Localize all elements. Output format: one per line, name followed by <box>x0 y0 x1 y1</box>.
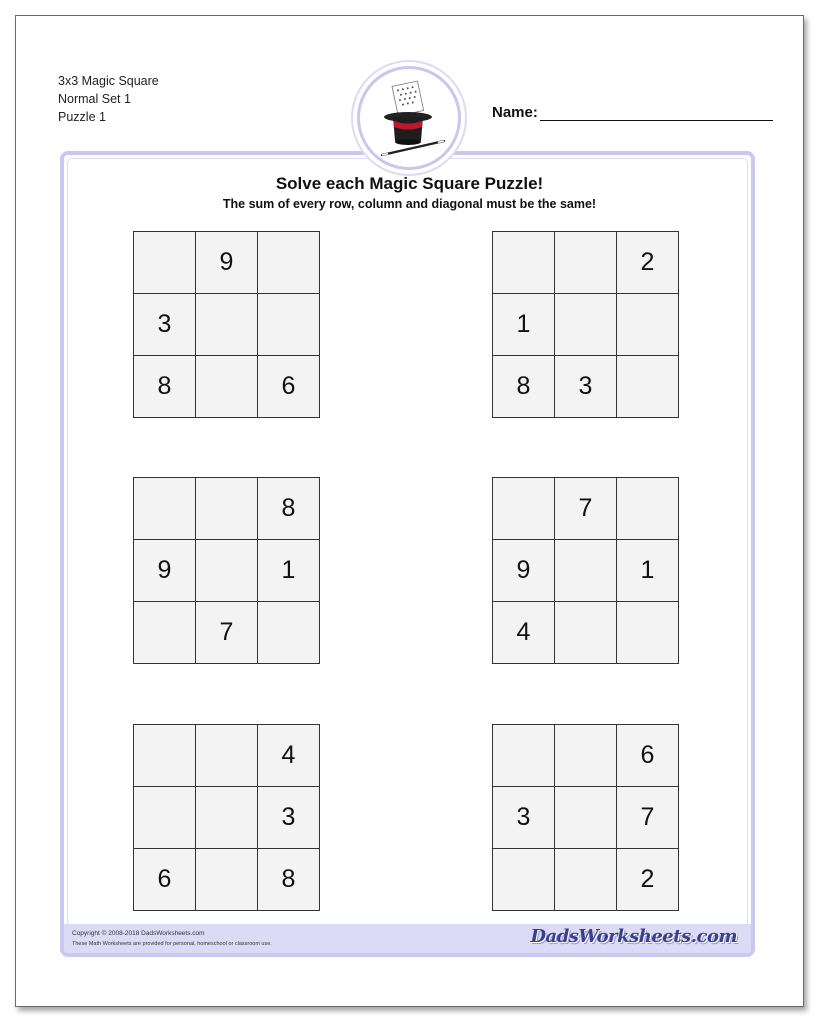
magic-square-cell[interactable] <box>493 725 555 787</box>
magic-square-cell[interactable] <box>493 232 555 294</box>
magic-square-cell[interactable] <box>196 540 258 602</box>
magic-square-puzzle-5 <box>133 724 320 911</box>
magic-square-cell[interactable] <box>555 787 617 849</box>
magic-square-cell[interactable]: 1 <box>617 540 679 602</box>
magic-square-puzzle-2 <box>492 231 679 418</box>
magic-square-cell[interactable]: 6 <box>617 725 679 787</box>
magic-hat-icon <box>357 66 461 170</box>
magic-square-cell[interactable] <box>196 294 258 356</box>
magic-square-cell[interactable]: 3 <box>258 787 320 849</box>
magic-square-cell[interactable]: 6 <box>134 849 196 911</box>
magic-square-cell[interactable]: 7 <box>555 478 617 540</box>
magic-square-cell[interactable] <box>617 294 679 356</box>
magic-square-cell[interactable] <box>555 232 617 294</box>
magic-square-puzzle-4 <box>492 477 679 664</box>
magic-square-cell[interactable]: 8 <box>493 356 555 418</box>
instructions-subtitle: The sum of every row, column and diagonal must be the same! <box>222 197 597 211</box>
magic-square-cell[interactable] <box>196 356 258 418</box>
magic-square-cell[interactable] <box>555 849 617 911</box>
worksheet-type: 3x3 Magic Square <box>58 74 159 88</box>
magic-square-cell[interactable] <box>134 232 196 294</box>
magic-square-cell[interactable] <box>555 540 617 602</box>
magic-square-cell[interactable]: 6 <box>258 356 320 418</box>
magic-square-cell[interactable]: 8 <box>134 356 196 418</box>
magic-square-cell[interactable] <box>555 602 617 664</box>
magic-square-cell[interactable]: 1 <box>493 294 555 356</box>
magic-square-cell[interactable] <box>493 849 555 911</box>
magic-square-cell[interactable]: 8 <box>258 849 320 911</box>
magic-square-cell[interactable]: 4 <box>258 725 320 787</box>
magic-square-cell[interactable] <box>258 602 320 664</box>
magic-square-cell[interactable] <box>134 725 196 787</box>
magic-square-cell[interactable] <box>196 478 258 540</box>
magic-square-cell[interactable] <box>258 232 320 294</box>
name-label: Name: <box>492 104 538 121</box>
usage-notice: These Math Worksheets are provided for personal, homeschool or classroom use. <box>72 941 272 947</box>
magic-square-cell[interactable] <box>617 478 679 540</box>
instructions-title: Solve each Magic Square Puzzle! <box>275 174 544 193</box>
magic-square-cell[interactable]: 9 <box>493 540 555 602</box>
magic-square-cell[interactable] <box>258 294 320 356</box>
copyright-text: Copyright © 2008-2018 DadsWorksheets.com <box>72 930 205 937</box>
magic-square-cell[interactable]: 4 <box>493 602 555 664</box>
magic-square-puzzle-1 <box>133 231 320 418</box>
magic-square-puzzle-3 <box>133 477 320 664</box>
magic-square-cell[interactable]: 2 <box>617 232 679 294</box>
magic-square-cell[interactable]: 3 <box>555 356 617 418</box>
magic-square-puzzle-6 <box>492 724 679 911</box>
name-line[interactable] <box>540 104 773 121</box>
student-name-field[interactable] <box>492 104 773 121</box>
magic-square-cell[interactable] <box>617 356 679 418</box>
brand-logo[interactable]: DadsWorksheets.com <box>530 926 737 947</box>
magic-square-cell[interactable] <box>134 478 196 540</box>
worksheet-puzzle-number: Puzzle 1 <box>58 110 106 124</box>
magic-square-cell[interactable]: 7 <box>196 602 258 664</box>
magic-square-cell[interactable] <box>555 725 617 787</box>
magic-square-cell[interactable] <box>555 294 617 356</box>
worksheet-set: Normal Set 1 <box>58 92 131 106</box>
magic-square-cell[interactable] <box>196 849 258 911</box>
magic-square-cell[interactable]: 9 <box>196 232 258 294</box>
magic-square-cell[interactable]: 8 <box>258 478 320 540</box>
magic-square-cell[interactable]: 1 <box>258 540 320 602</box>
magic-square-cell[interactable] <box>196 725 258 787</box>
worksheet-meta <box>58 72 159 126</box>
magic-square-cell[interactable] <box>617 602 679 664</box>
footer-band <box>64 924 751 953</box>
magic-square-cell[interactable]: 7 <box>617 787 679 849</box>
magic-square-cell[interactable]: 3 <box>493 787 555 849</box>
magic-square-cell[interactable]: 3 <box>134 294 196 356</box>
magic-square-cell[interactable]: 2 <box>617 849 679 911</box>
magic-square-cell[interactable]: 9 <box>134 540 196 602</box>
magic-square-cell[interactable] <box>134 787 196 849</box>
magic-square-cell[interactable] <box>493 478 555 540</box>
magic-square-cell[interactable] <box>196 787 258 849</box>
magic-square-cell[interactable] <box>134 602 196 664</box>
